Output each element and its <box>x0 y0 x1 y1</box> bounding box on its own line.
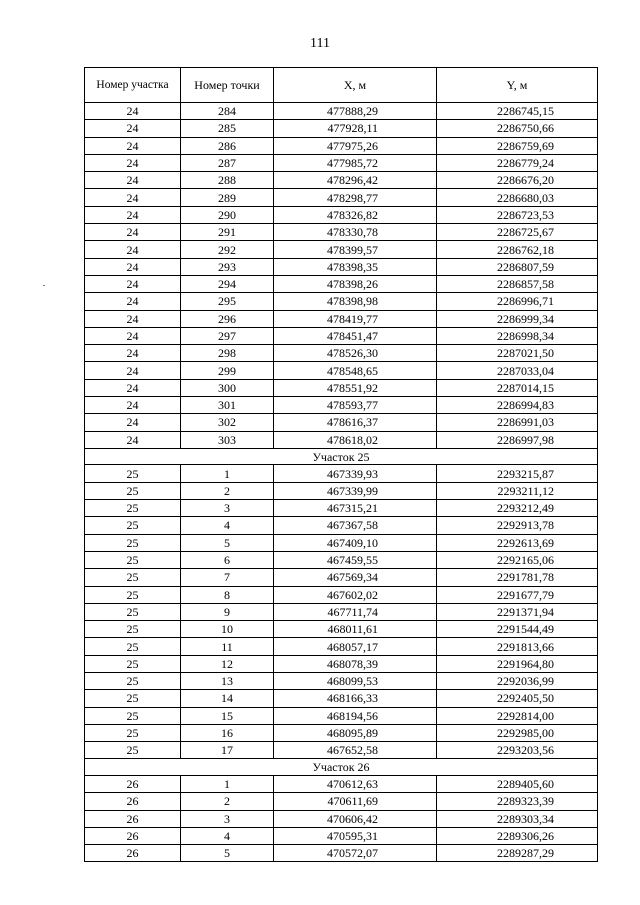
scan-artifact <box>43 285 45 286</box>
cell-plot-number: 25 <box>85 465 181 482</box>
cell-y: 2287033,04 <box>437 362 598 379</box>
cell-point-number: 300 <box>181 379 274 396</box>
cell-plot-number: 25 <box>85 707 181 724</box>
cell-x: 467711,74 <box>274 603 437 620</box>
table-row <box>85 154 598 171</box>
cell-point-number: 2 <box>181 482 274 499</box>
cell-point-number: 297 <box>181 327 274 344</box>
cell-y: 2292165,06 <box>437 551 598 568</box>
cell-y: 2292036,99 <box>437 673 598 690</box>
page-number: 111 <box>310 36 330 51</box>
cell-plot-number: 25 <box>85 742 181 759</box>
cell-point-number: 3 <box>181 500 274 517</box>
table-row <box>85 120 598 137</box>
cell-y: 2286994,83 <box>437 397 598 414</box>
cell-point-number: 1 <box>181 465 274 482</box>
cell-plot-number: 24 <box>85 345 181 362</box>
cell-plot-number: 25 <box>85 517 181 534</box>
cell-plot-number: 25 <box>85 603 181 620</box>
section-title: Участок 25 <box>85 448 598 465</box>
cell-x: 478526,30 <box>274 345 437 362</box>
cell-x: 468057,17 <box>274 638 437 655</box>
cell-x: 477985,72 <box>274 154 437 171</box>
table-row <box>85 397 598 414</box>
cell-plot-number: 26 <box>85 827 181 844</box>
table-row <box>85 707 598 724</box>
cell-point-number: 2 <box>181 793 274 810</box>
table-row <box>85 500 598 517</box>
cell-point-number: 9 <box>181 603 274 620</box>
table-header-row <box>85 68 598 103</box>
cell-y: 2289405,60 <box>437 775 598 792</box>
cell-x: 468078,39 <box>274 655 437 672</box>
cell-y: 2286998,34 <box>437 327 598 344</box>
cell-point-number: 4 <box>181 827 274 844</box>
cell-y: 2293215,87 <box>437 465 598 482</box>
cell-x: 468099,53 <box>274 673 437 690</box>
cell-y: 2286779,24 <box>437 154 598 171</box>
cell-x: 477928,11 <box>274 120 437 137</box>
table-row <box>85 793 598 810</box>
cell-point-number: 6 <box>181 551 274 568</box>
cell-y: 2291544,49 <box>437 621 598 638</box>
cell-point-number: 7 <box>181 569 274 586</box>
cell-y: 2286999,34 <box>437 310 598 327</box>
cell-plot-number: 24 <box>85 120 181 137</box>
section-title-row <box>85 759 598 776</box>
cell-point-number: 289 <box>181 189 274 206</box>
cell-y: 2286996,71 <box>437 293 598 310</box>
cell-plot-number: 25 <box>85 534 181 551</box>
cell-x: 470606,42 <box>274 810 437 827</box>
cell-x: 467339,93 <box>274 465 437 482</box>
cell-x: 478551,92 <box>274 379 437 396</box>
cell-plot-number: 25 <box>85 551 181 568</box>
cell-point-number: 295 <box>181 293 274 310</box>
table-row <box>85 310 598 327</box>
cell-x: 467339,99 <box>274 482 437 499</box>
table-row <box>85 742 598 759</box>
cell-x: 478398,35 <box>274 258 437 275</box>
cell-point-number: 16 <box>181 724 274 741</box>
cell-point-number: 296 <box>181 310 274 327</box>
cell-x: 478298,77 <box>274 189 437 206</box>
table-row <box>85 638 598 655</box>
cell-x: 467315,21 <box>274 500 437 517</box>
cell-y: 2287021,50 <box>437 345 598 362</box>
cell-y: 2286723,53 <box>437 206 598 223</box>
cell-x: 478616,37 <box>274 414 437 431</box>
cell-point-number: 4 <box>181 517 274 534</box>
cell-x: 478296,42 <box>274 172 437 189</box>
cell-point-number: 298 <box>181 345 274 362</box>
cell-x: 468095,89 <box>274 724 437 741</box>
cell-plot-number: 26 <box>85 775 181 792</box>
cell-x: 468166,33 <box>274 690 437 707</box>
cell-plot-number: 24 <box>85 258 181 275</box>
cell-y: 2289323,39 <box>437 793 598 810</box>
cell-point-number: 11 <box>181 638 274 655</box>
cell-point-number: 17 <box>181 742 274 759</box>
table-row <box>85 827 598 844</box>
cell-y: 2291964,80 <box>437 655 598 672</box>
table-row <box>85 431 598 448</box>
table-row <box>85 845 598 862</box>
cell-plot-number: 24 <box>85 172 181 189</box>
table-row <box>85 569 598 586</box>
cell-point-number: 5 <box>181 534 274 551</box>
table-row <box>85 724 598 741</box>
table-row <box>85 690 598 707</box>
cell-plot-number: 24 <box>85 275 181 292</box>
cell-point-number: 294 <box>181 275 274 292</box>
table-row <box>85 414 598 431</box>
table-body <box>85 103 598 862</box>
cell-y: 2286680,03 <box>437 189 598 206</box>
cell-y: 2292405,50 <box>437 690 598 707</box>
cell-x: 468011,61 <box>274 621 437 638</box>
header-y: Y, м <box>437 68 598 103</box>
cell-point-number: 302 <box>181 414 274 431</box>
cell-plot-number: 25 <box>85 724 181 741</box>
cell-x: 478326,82 <box>274 206 437 223</box>
cell-plot-number: 24 <box>85 154 181 171</box>
table-row <box>85 103 598 120</box>
table-row <box>85 465 598 482</box>
cell-point-number: 12 <box>181 655 274 672</box>
table-row <box>85 621 598 638</box>
cell-x: 478330,78 <box>274 224 437 241</box>
table-row <box>85 189 598 206</box>
header-x: X, м <box>274 68 437 103</box>
cell-x: 468194,56 <box>274 707 437 724</box>
cell-x: 467367,58 <box>274 517 437 534</box>
cell-plot-number: 24 <box>85 414 181 431</box>
cell-point-number: 299 <box>181 362 274 379</box>
cell-plot-number: 24 <box>85 189 181 206</box>
cell-point-number: 15 <box>181 707 274 724</box>
cell-plot-number: 24 <box>85 103 181 120</box>
table-row <box>85 275 598 292</box>
table-row <box>85 603 598 620</box>
table-row <box>85 172 598 189</box>
cell-point-number: 303 <box>181 431 274 448</box>
cell-x: 478419,77 <box>274 310 437 327</box>
cell-y: 2291371,94 <box>437 603 598 620</box>
cell-y: 2291677,79 <box>437 586 598 603</box>
cell-plot-number: 25 <box>85 621 181 638</box>
table-row <box>85 362 598 379</box>
cell-y: 2286745,15 <box>437 103 598 120</box>
cell-point-number: 1 <box>181 775 274 792</box>
cell-y: 2291781,78 <box>437 569 598 586</box>
cell-point-number: 293 <box>181 258 274 275</box>
cell-x: 467602,02 <box>274 586 437 603</box>
cell-y: 2286997,98 <box>437 431 598 448</box>
cell-point-number: 301 <box>181 397 274 414</box>
cell-y: 2293203,56 <box>437 742 598 759</box>
cell-plot-number: 24 <box>85 431 181 448</box>
cell-point-number: 291 <box>181 224 274 241</box>
table-row <box>85 775 598 792</box>
cell-y: 2286762,18 <box>437 241 598 258</box>
cell-plot-number: 25 <box>85 482 181 499</box>
table-row <box>85 517 598 534</box>
cell-point-number: 288 <box>181 172 274 189</box>
cell-plot-number: 24 <box>85 327 181 344</box>
table-row <box>85 534 598 551</box>
cell-plot-number: 24 <box>85 397 181 414</box>
cell-plot-number: 24 <box>85 224 181 241</box>
cell-plot-number: 25 <box>85 500 181 517</box>
table-row <box>85 586 598 603</box>
cell-plot-number: 25 <box>85 638 181 655</box>
cell-y: 2292913,78 <box>437 517 598 534</box>
table-row <box>85 327 598 344</box>
cell-x: 467409,10 <box>274 534 437 551</box>
cell-point-number: 5 <box>181 845 274 862</box>
cell-x: 477975,26 <box>274 137 437 154</box>
cell-point-number: 292 <box>181 241 274 258</box>
cell-y: 2286759,69 <box>437 137 598 154</box>
cell-x: 478618,02 <box>274 431 437 448</box>
cell-x: 467569,34 <box>274 569 437 586</box>
cell-plot-number: 24 <box>85 241 181 258</box>
coordinates-table <box>84 67 598 862</box>
cell-y: 2292814,00 <box>437 707 598 724</box>
cell-x: 470572,07 <box>274 845 437 862</box>
table-row <box>85 345 598 362</box>
cell-plot-number: 25 <box>85 569 181 586</box>
cell-plot-number: 24 <box>85 137 181 154</box>
table-row <box>85 551 598 568</box>
cell-x: 477888,29 <box>274 103 437 120</box>
cell-plot-number: 24 <box>85 362 181 379</box>
section-title-row <box>85 448 598 465</box>
cell-plot-number: 24 <box>85 310 181 327</box>
cell-x: 478548,65 <box>274 362 437 379</box>
cell-point-number: 3 <box>181 810 274 827</box>
cell-point-number: 290 <box>181 206 274 223</box>
cell-y: 2286750,66 <box>437 120 598 137</box>
cell-x: 470612,63 <box>274 775 437 792</box>
table-row <box>85 655 598 672</box>
cell-x: 470611,69 <box>274 793 437 810</box>
cell-y: 2289287,29 <box>437 845 598 862</box>
cell-x: 478399,57 <box>274 241 437 258</box>
cell-plot-number: 24 <box>85 379 181 396</box>
cell-plot-number: 25 <box>85 586 181 603</box>
cell-point-number: 13 <box>181 673 274 690</box>
cell-plot-number: 24 <box>85 206 181 223</box>
cell-plot-number: 24 <box>85 293 181 310</box>
cell-point-number: 10 <box>181 621 274 638</box>
cell-point-number: 287 <box>181 154 274 171</box>
cell-x: 478593,77 <box>274 397 437 414</box>
cell-plot-number: 25 <box>85 655 181 672</box>
cell-y: 2293211,12 <box>437 482 598 499</box>
cell-plot-number: 25 <box>85 673 181 690</box>
cell-y: 2293212,49 <box>437 500 598 517</box>
cell-y: 2292613,69 <box>437 534 598 551</box>
cell-y: 2292985,00 <box>437 724 598 741</box>
cell-y: 2286676,20 <box>437 172 598 189</box>
cell-point-number: 8 <box>181 586 274 603</box>
cell-x: 467459,55 <box>274 551 437 568</box>
table-row <box>85 224 598 241</box>
table-row <box>85 137 598 154</box>
cell-point-number: 286 <box>181 137 274 154</box>
cell-point-number: 14 <box>181 690 274 707</box>
table-row <box>85 293 598 310</box>
cell-x: 478398,98 <box>274 293 437 310</box>
table-row <box>85 810 598 827</box>
cell-y: 2286857,58 <box>437 275 598 292</box>
cell-y: 2286991,03 <box>437 414 598 431</box>
cell-x: 478398,26 <box>274 275 437 292</box>
cell-plot-number: 26 <box>85 810 181 827</box>
section-title: Участок 26 <box>85 759 598 776</box>
table-row <box>85 258 598 275</box>
cell-x: 470595,31 <box>274 827 437 844</box>
table-row <box>85 482 598 499</box>
table-row <box>85 241 598 258</box>
table-row <box>85 673 598 690</box>
cell-plot-number: 26 <box>85 793 181 810</box>
header-plot-number: Номер участка <box>85 68 181 103</box>
header-point-number: Номер точки <box>181 68 274 103</box>
table-row <box>85 379 598 396</box>
cell-y: 2286725,67 <box>437 224 598 241</box>
cell-y: 2286807,59 <box>437 258 598 275</box>
cell-x: 467652,58 <box>274 742 437 759</box>
cell-point-number: 284 <box>181 103 274 120</box>
cell-point-number: 285 <box>181 120 274 137</box>
cell-plot-number: 25 <box>85 690 181 707</box>
cell-y: 2287014,15 <box>437 379 598 396</box>
cell-y: 2289306,26 <box>437 827 598 844</box>
cell-y: 2289303,34 <box>437 810 598 827</box>
cell-x: 478451,47 <box>274 327 437 344</box>
table-row <box>85 206 598 223</box>
cell-plot-number: 26 <box>85 845 181 862</box>
cell-y: 2291813,66 <box>437 638 598 655</box>
